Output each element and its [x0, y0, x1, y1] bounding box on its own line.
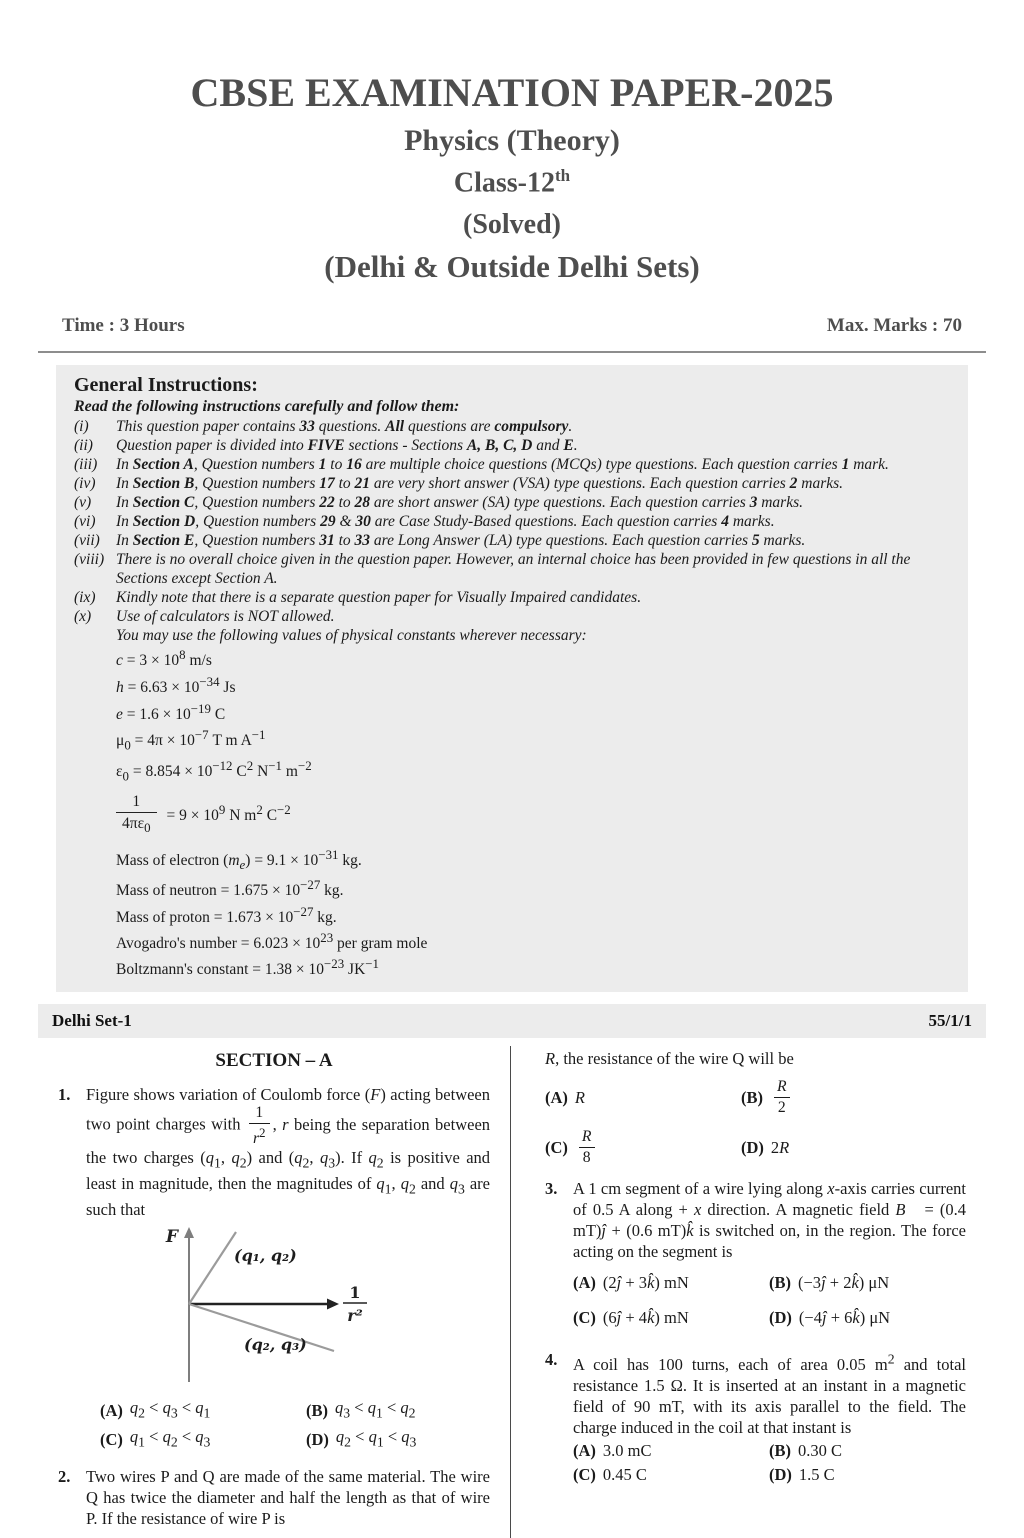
mass-line: Mass of electron $(m_e) = 9.1 \times 10^{-31}$ kg.	[116, 847, 362, 873]
instruction-number: (vi)	[74, 513, 96, 531]
constant-line: $h = 6.63 \times 10^{-34}$ Js	[116, 673, 236, 697]
instruction-number: (iii)	[74, 456, 98, 474]
coulomb-constant-value: = $9 \times 10^9$ N $m^2$ $C^{-2}$	[166, 802, 291, 825]
question-number: 1.	[58, 1085, 71, 1105]
x-axis-arrow-icon	[327, 1299, 339, 1310]
question-text	[573, 1349, 966, 1490]
coulomb-force-graph	[134, 1224, 434, 1386]
q1-inline-fraction	[249, 1105, 270, 1147]
x-axis-fraction-denominator: r²	[347, 1306, 363, 1326]
option-c	[545, 1129, 741, 1165]
class-base: Class-12	[453, 167, 555, 199]
instruction-item	[74, 512, 950, 531]
option-value: (−3ĵ + 2k̂) μN	[798, 1272, 890, 1292]
option-b	[306, 1397, 490, 1423]
instruction-number: (ii)	[74, 437, 93, 455]
right-column	[510, 1046, 966, 1538]
question-number: 4.	[545, 1349, 558, 1369]
option-value: 2R	[770, 1138, 790, 1158]
instruction-number: (ix)	[74, 589, 96, 607]
option-label: (B)	[769, 1441, 791, 1461]
fraction-denominator: $4\pi\varepsilon_0$	[116, 812, 157, 835]
paper-solved-tag: (Solved)	[463, 209, 561, 241]
fraction-numerator: 1	[255, 1104, 264, 1122]
option-value: 1.5 C	[798, 1465, 835, 1485]
question-1	[58, 1084, 490, 1457]
option-d	[769, 1464, 966, 1485]
instruction-number: (viii)	[74, 551, 105, 569]
option-b	[769, 1272, 966, 1293]
option-value: (2ĵ + 3k̂) mN	[602, 1272, 689, 1292]
option-value: $q_3 < q_1 < q_2$	[335, 1398, 416, 1421]
instruction-number: (vii)	[74, 532, 100, 550]
option-label: (B)	[741, 1087, 763, 1107]
paper-subject: Physics (Theory)	[404, 124, 620, 157]
question-4	[545, 1349, 966, 1490]
instruction-text: In Section A, Question numbers 1 to 16 are multiple choice questions (MCQs) type questions. Each question carries 1 mark.	[116, 456, 889, 474]
paper-title: CBSE EXAMINATION PAPER-2025	[190, 70, 834, 115]
constants-intro: You may use the following values of physical constants wherever necessary:	[116, 627, 587, 645]
class-suffix: th	[555, 166, 571, 185]
instruction-text: There is no overall choice given in the question paper. However, an internal choice has been provided in few questions in all the Sections except Section A.	[116, 551, 911, 588]
instruction-text: In Section B, Question numbers 17 to 21 are very short answer (VSA) type questions. Each question carries 2 marks.	[116, 475, 844, 493]
option-value: 3.0 mC	[602, 1441, 652, 1461]
option-d	[769, 1307, 966, 1328]
question-text: Two wires P and Q are made of the same material. The wire Q has twice the diameter and half the length as that of wire P. If the resistance of wire P is	[86, 1466, 490, 1528]
option-value: (6ĵ + 4k̂) mN	[602, 1307, 689, 1327]
y-axis-arrow-icon	[184, 1227, 194, 1238]
q4-text: A coil has 100 turns, each of area 0.05 $m^2$ and total resistance 1.5 Ω. It is inserted at an instant in a magnetic field of 90 mT, with its axis parallel to the field. The charge induced in the coil at that instant is	[573, 1351, 966, 1438]
paper-code: 55/1/1	[928, 1011, 972, 1031]
q2-continuation-text: R, the resistance of the wire Q will be	[545, 1049, 794, 1069]
option-b	[769, 1440, 966, 1461]
instruction-item	[74, 436, 950, 455]
option-a	[573, 1272, 769, 1293]
question-text	[86, 1084, 490, 1457]
instruction-text: In Section C, Question numbers 22 to 28 are short answer (SA) type questions. Each question carries 3 marks.	[116, 494, 803, 512]
q1-options	[100, 1397, 490, 1453]
option-value: R	[574, 1087, 585, 1107]
left-column	[58, 1046, 510, 1538]
option-label: (A)	[545, 1087, 568, 1107]
constant-line: $\mu_0 = 4\pi \times 10^{-7}$ T m $A^{-1}$	[116, 727, 266, 753]
paper-class	[0, 166, 1024, 199]
q2q3-line-label: (q₂, q₃)	[244, 1335, 307, 1355]
instruction-number: (v)	[74, 494, 92, 512]
mass-line: Mass of neutron = $1.675 \times 10^{-27}$ kg.	[116, 877, 344, 900]
option-value: $q_2 < q_3 < q_1$	[129, 1398, 211, 1421]
time-marks-row	[0, 315, 1024, 337]
mass-line: Mass of proton = $1.673 \times 10^{-27}$ kg.	[116, 903, 337, 926]
option-label: (A)	[100, 1400, 123, 1420]
instruction-item	[74, 493, 950, 512]
option-value: $\frac{R}{2}$	[770, 1079, 794, 1115]
option-b	[741, 1079, 966, 1115]
question-2	[58, 1466, 490, 1529]
instruction-text: Use of calculators is NOT allowed.	[116, 608, 335, 626]
option-value: 0.45 C	[602, 1465, 647, 1485]
option-label: (D)	[306, 1430, 329, 1450]
fraction-numerator: 1	[132, 792, 141, 810]
instruction-item	[74, 607, 950, 626]
constant-line: $\varepsilon_0 = 8.854 \times 10^{-12}$ $C^2$ $N^{-1}$ $m^{-2}$	[116, 758, 312, 784]
option-value: 0.30 C	[798, 1441, 843, 1461]
q2-options	[545, 1079, 966, 1166]
instruction-number: (iv)	[74, 475, 96, 493]
instruction-item	[74, 588, 950, 607]
option-label: (B)	[769, 1272, 791, 1292]
coulomb-force-figure	[134, 1224, 490, 1391]
fraction-denominator: $r^2$	[249, 1123, 270, 1147]
option-label: (D)	[769, 1465, 792, 1485]
q3-text: A 1 cm segment of a wire lying along x-axis carries current of 0.5 A along + x direction. A magnetic field B⃗ = (0.4 mT)ĵ + (0.6 mT)k̂ is switched on, in the region. The force acting on the segment is	[573, 1178, 966, 1261]
coulomb-constant-formula	[116, 793, 950, 835]
instruction-item	[74, 550, 950, 588]
y-axis-label: F	[165, 1227, 178, 1248]
masses-block	[74, 845, 950, 980]
set-name: Delhi Set-1	[52, 1011, 132, 1031]
option-label: (A)	[573, 1441, 596, 1461]
instruction-text: In Section E, Question numbers 31 to 33 are Long Answer (LA) type questions. Each question carries 5 marks.	[116, 532, 806, 550]
constant-line: $e = 1.6 \times 10^{-19}$ C	[116, 700, 226, 723]
header-divider	[38, 351, 986, 353]
x-axis-fraction-numerator: 1	[349, 1283, 361, 1303]
instruction-item	[74, 474, 950, 493]
option-label: (C)	[100, 1430, 123, 1450]
option-a	[100, 1397, 306, 1423]
instruction-text: Kindly note that there is a separate question paper for Visually Impaired candidates.	[116, 589, 642, 607]
option-label: (C)	[573, 1307, 596, 1327]
max-marks-label: Max. Marks : 70	[826, 315, 962, 337]
constant-line: $c = 3 \times 10^8$ m/s	[116, 647, 212, 670]
paper-sets: (Delhi & Outside Delhi Sets)	[324, 249, 700, 285]
instruction-text: This question paper contains 33 questions. All questions are compulsory.	[116, 418, 573, 436]
option-a	[545, 1079, 741, 1115]
instruction-item	[74, 531, 950, 550]
coulomb-constant-fraction	[116, 793, 157, 835]
q1q2-line-label: (q₁, q₂)	[234, 1246, 297, 1266]
option-a	[573, 1440, 769, 1461]
q1q2-line	[189, 1232, 236, 1304]
question-text	[573, 1178, 966, 1340]
option-value: $q_2 < q_1 < q_3$	[335, 1427, 417, 1450]
q1-text-start: Figure shows variation of Coulomb force (F) acting between two point charges with	[86, 1085, 491, 1134]
question-columns	[58, 1046, 966, 1538]
option-label: (D)	[741, 1138, 764, 1158]
time-label: Time : 3 Hours	[62, 315, 185, 337]
instruction-number: (x)	[74, 608, 92, 626]
set-band	[38, 1004, 986, 1038]
option-d	[306, 1426, 490, 1452]
option-c	[573, 1464, 769, 1485]
question-3	[545, 1178, 966, 1340]
option-value: $q_1 < q_2 < q_3$	[129, 1427, 211, 1450]
option-c	[100, 1426, 306, 1452]
instructions-lead: Read the following instructions carefully and follow them:	[74, 398, 460, 416]
option-label: (C)	[573, 1465, 596, 1485]
option-label: (D)	[769, 1307, 792, 1327]
question-number: 3.	[545, 1178, 558, 1198]
option-value: (−4ĵ + 6k̂) μN	[798, 1307, 891, 1327]
question-number: 2.	[58, 1466, 71, 1486]
instruction-number: (i)	[74, 418, 89, 436]
q3-options	[573, 1272, 966, 1328]
option-label: (A)	[573, 1272, 596, 1292]
instruction-text: Question paper is divided into FIVE sections - Sections A, B, C, D and E.	[116, 437, 578, 455]
option-value: $\frac{R}{8}$	[575, 1129, 599, 1165]
option-d	[741, 1129, 966, 1165]
mass-line: Avogadro's number = $6.023 \times 10^{23}$ per gram mole	[116, 929, 428, 952]
option-c	[573, 1307, 769, 1328]
instruction-item	[74, 455, 950, 474]
instruction-item	[74, 417, 950, 436]
instruction-text: In Section D, Question numbers 29 & 30 are Case Study-Based questions. Each question carries 4 marks.	[116, 513, 775, 531]
option-label: (C)	[545, 1138, 568, 1158]
mass-line: Boltzmann's constant = $1.38 \times 10^{-23}$ $JK^{-1}$	[116, 955, 380, 979]
paper-header	[0, 0, 1024, 285]
general-instructions-box	[56, 365, 968, 992]
instructions-heading: General Instructions:	[74, 374, 258, 397]
option-label: (B)	[306, 1400, 328, 1420]
q1-text-end: , r being the separation between the two charges ($q_1$, $q_2$) and ($q_2$, $q_3$). If $q_2$ is positive and least in magnitude, then the magnitudes of $q_1$, $q_2$ and $q_3$ are such that	[86, 1114, 491, 1220]
q4-options	[573, 1440, 966, 1485]
section-a-title: SECTION – A	[215, 1050, 333, 1072]
